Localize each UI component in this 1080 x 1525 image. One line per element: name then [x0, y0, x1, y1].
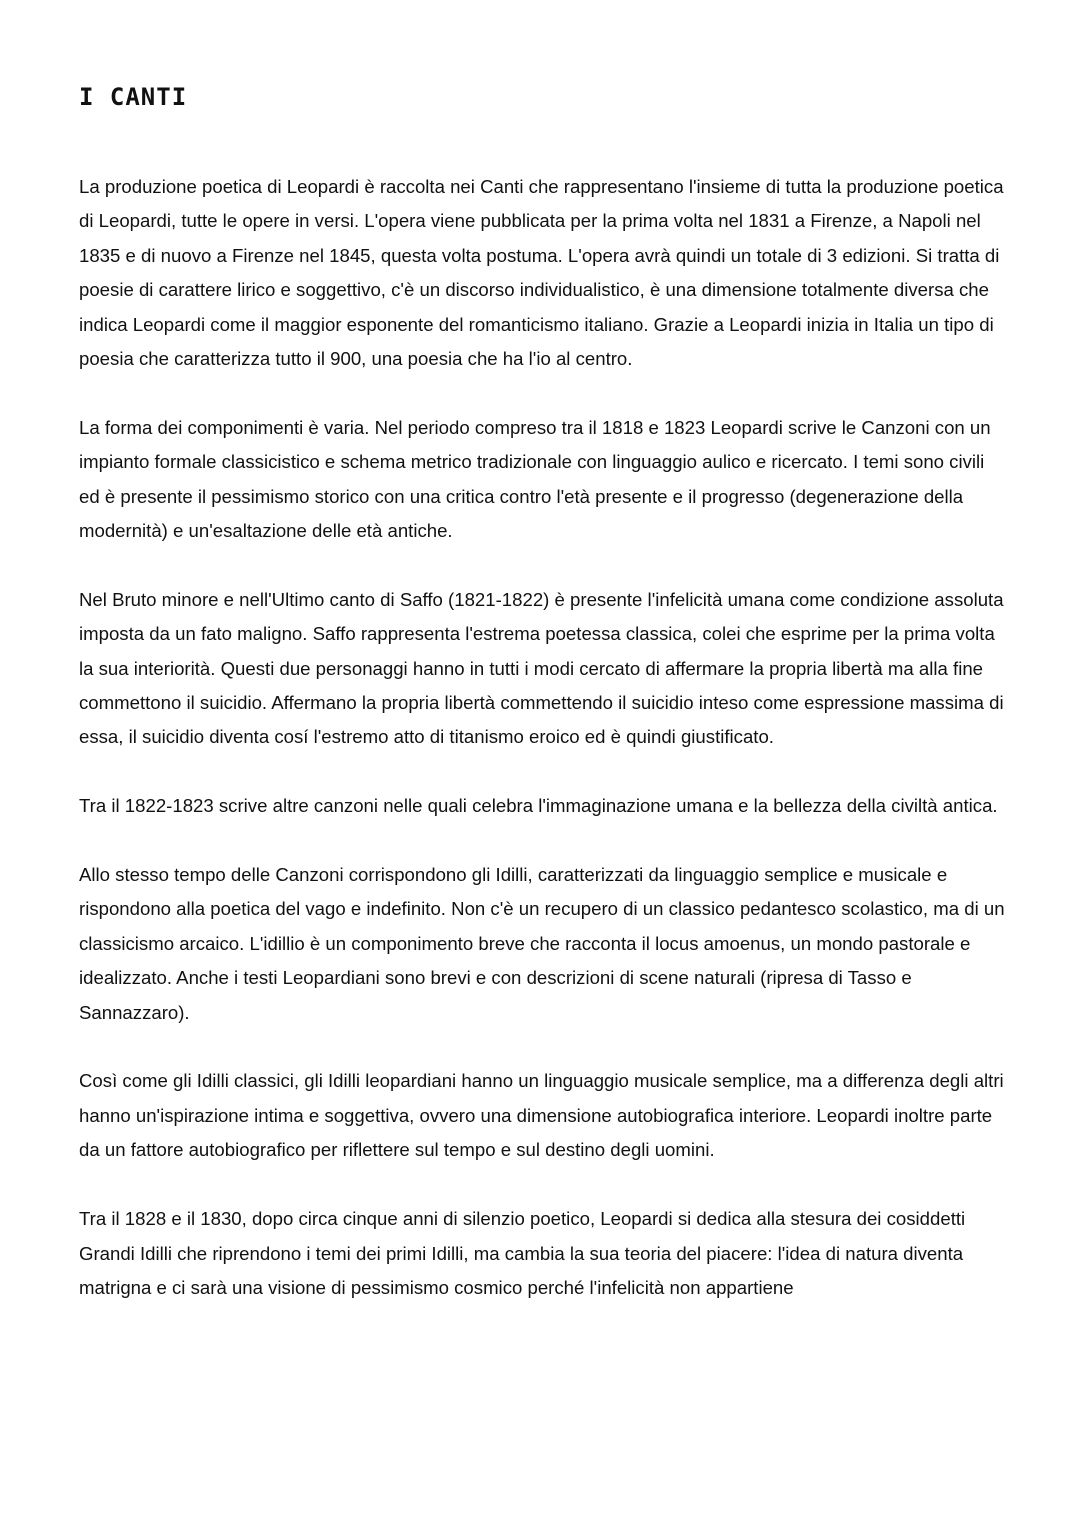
- paragraph-3: Nel Bruto minore e nell'Ultimo canto di Saffo (1821-1822) è presente l'infelicità umana come condizione assoluta imposta da un fato maligno. Saffo rappresenta l'estrema poetessa classica, colei che esprime per la prima volta la sua interiorità. Questi due personaggi hanno in tutti i modi cercato di affermare la propria libertà ma alla fine commettono il suicidio. Affermano la propria libertà commettendo il suicidio inteso come espressione massima di essa, il suicidio diventa cosí l'estremo atto di titanismo eroico ed è quindi giustificato.: [79, 588, 1004, 748]
- document-body: [79, 170, 1009, 1340]
- paragraph-4: Tra il 1822-1823 scrive altre canzoni nelle quali celebra l'immaginazione umana e la bellezza della civiltà antica.: [79, 795, 998, 817]
- paragraph-6: Così come gli Idilli classici, gli Idilli leopardiani hanno un linguaggio musicale semplice, ma a differenza degli altri hanno un'ispirazione intima e soggettiva, ovvero una dimensione autobiografica interiore. Leopardi inoltre parte da un fattore autobiografico per riflettere sul tempo e sul destino degli uomini.: [79, 1070, 1004, 1161]
- paragraph-5: Allo stesso tempo delle Canzoni corrispondono gli Idilli, caratterizzati da linguaggio semplice e musicale e rispondono alla poetica del vago e indefinito. Non c'è un recupero di un classico pedantesco scolastico, ma di un classicismo arcaico. L'idillio è un componimento breve che racconta il locus amoenus, un mondo pastorale e idealizzato. Anche i testi Leopardiani sono brevi e con descrizioni di scene naturali (ripresa di Tasso e Sannazzaro).: [79, 864, 1005, 1023]
- paragraph-1: La produzione poetica di Leopardi è raccolta nei Canti che rappresentano l'insieme di tutta la produzione poetica di Leopardi, tutte le opere in versi. L'opera viene pubblicata per la prima volta nel 1831 a Firenze, a Napoli nel 1835 e di nuovo a Firenze nel 1845, questa volta postuma. L'opera avrà quindi un totale di 3 edizioni. Si tratta di poesie di carattere lirico e soggettivo, c'è un discorso individualistico, è una dimensione totalmente diversa che indica Leopardi come il maggior esponente del romanticismo italiano. Grazie a Leopardi inizia in Italia un tipo di poesia che caratterizza tutto il 900, una poesia che ha l'io al centro.: [79, 176, 1004, 370]
- paragraph-2: La forma dei componimenti è varia. Nel periodo compreso tra il 1818 e 1823 Leopardi scrive le Canzoni con un impianto formale classicistico e schema metrico tradizionale con linguaggio aulico e ricercato. I temi sono civili ed è presente il pessimismo storico con una critica contro l'età presente e il progresso (degenerazione della modernità) e un'esaltazione delle età antiche.: [79, 416, 991, 542]
- document-title: I CANTI: [79, 83, 188, 111]
- paragraph-7: Tra il 1828 e il 1830, dopo circa cinque anni di silenzio poetico, Leopardi si dedica alla stesura dei cosiddetti Grandi Idilli che riprendono i temi dei primi Idilli, ma cambia la sua teoria del piacere: l'idea di natura diventa matrigna e ci sarà una visione di pessimismo cosmico perché l'infelicità non appartiene: [79, 1208, 966, 1298]
